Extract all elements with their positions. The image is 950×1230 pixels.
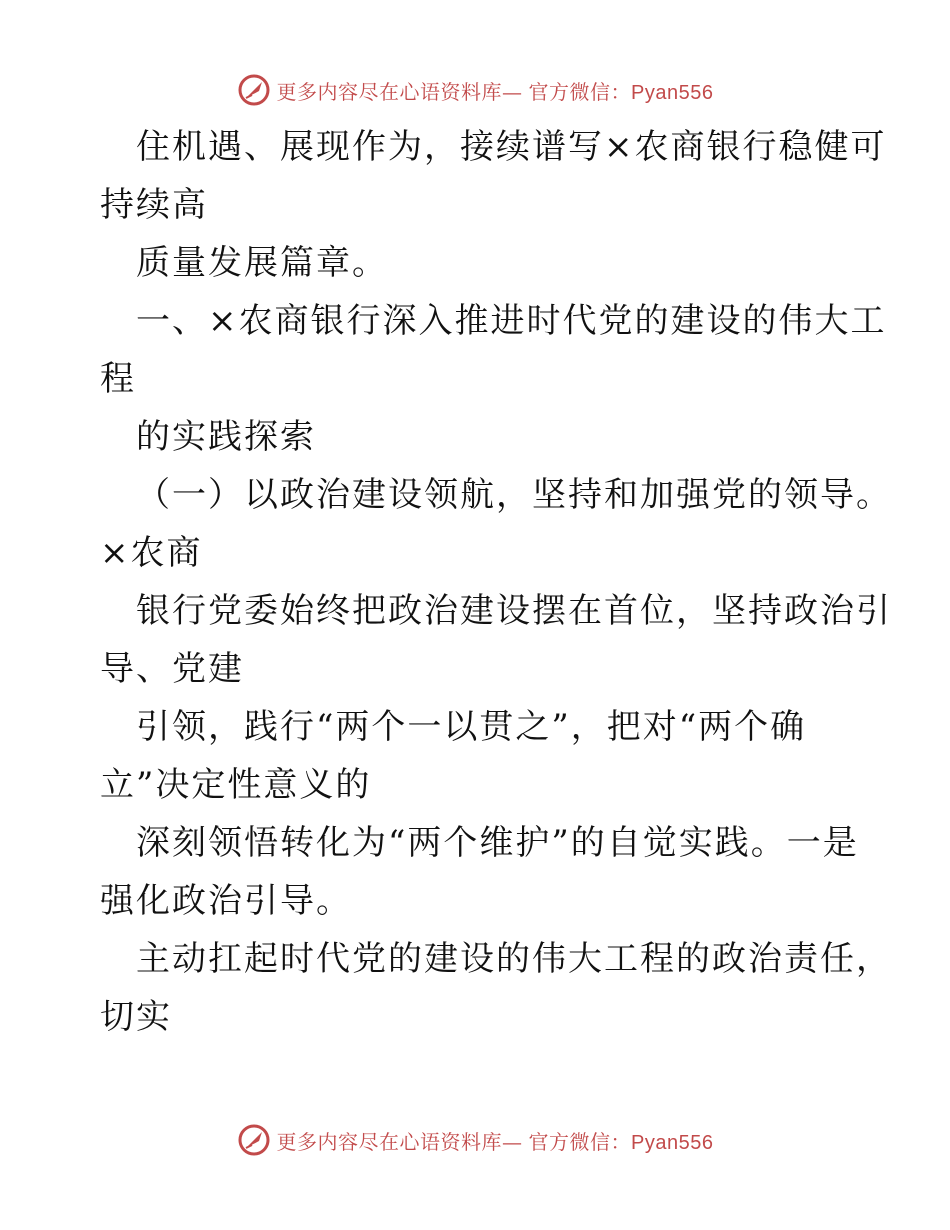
text-line: 持续高 (100, 185, 208, 225)
text-line: 引领，践行“两个一以贯之”，把对“两个确 (136, 707, 807, 747)
text-line: 切实 (100, 997, 172, 1037)
subsection-heading: （一）以政治建设领航，坚持和加强党的领导。 (136, 475, 892, 515)
text-line: 主动扛起时代党的建设的伟大工程的政治责任， (136, 939, 892, 979)
section-heading-continued: 程 (100, 359, 136, 399)
text-line: ×农商 (100, 533, 203, 573)
quill-logo-icon (237, 1123, 271, 1157)
footer-watermark (0, 1120, 950, 1160)
document-body (100, 118, 892, 1046)
text-line: 银行党委始终把政治建设摆在首位，坚持政治引 (136, 591, 892, 631)
text-line: 导、党建 (100, 649, 244, 689)
watermark-account-text: 官方微信：Pyan556 (528, 81, 714, 104)
text-line: 立”决定性意义的 (100, 765, 372, 805)
section-heading: 一、×农商银行深入推进时代党的建设的伟大工 (136, 301, 887, 341)
text-line: 住机遇、展现作为，接续谱写×农商银行稳健可 (136, 127, 887, 167)
section-heading-continued: 的实践探索 (136, 417, 316, 457)
quill-logo-icon (237, 73, 271, 107)
header-watermark (0, 70, 950, 110)
watermark-site-text: 更多内容尽在心语资料库— (276, 1129, 523, 1154)
watermark-site-text: 更多内容尽在心语资料库— (276, 79, 523, 104)
text-line: 强化政治引导。 (100, 881, 352, 921)
watermark-account-text: 官方微信：Pyan556 (528, 1131, 714, 1154)
text-line: 质量发展篇章。 (136, 243, 388, 283)
text-line: 深刻领悟转化为“两个维护”的自觉实践。一是 (136, 823, 859, 863)
